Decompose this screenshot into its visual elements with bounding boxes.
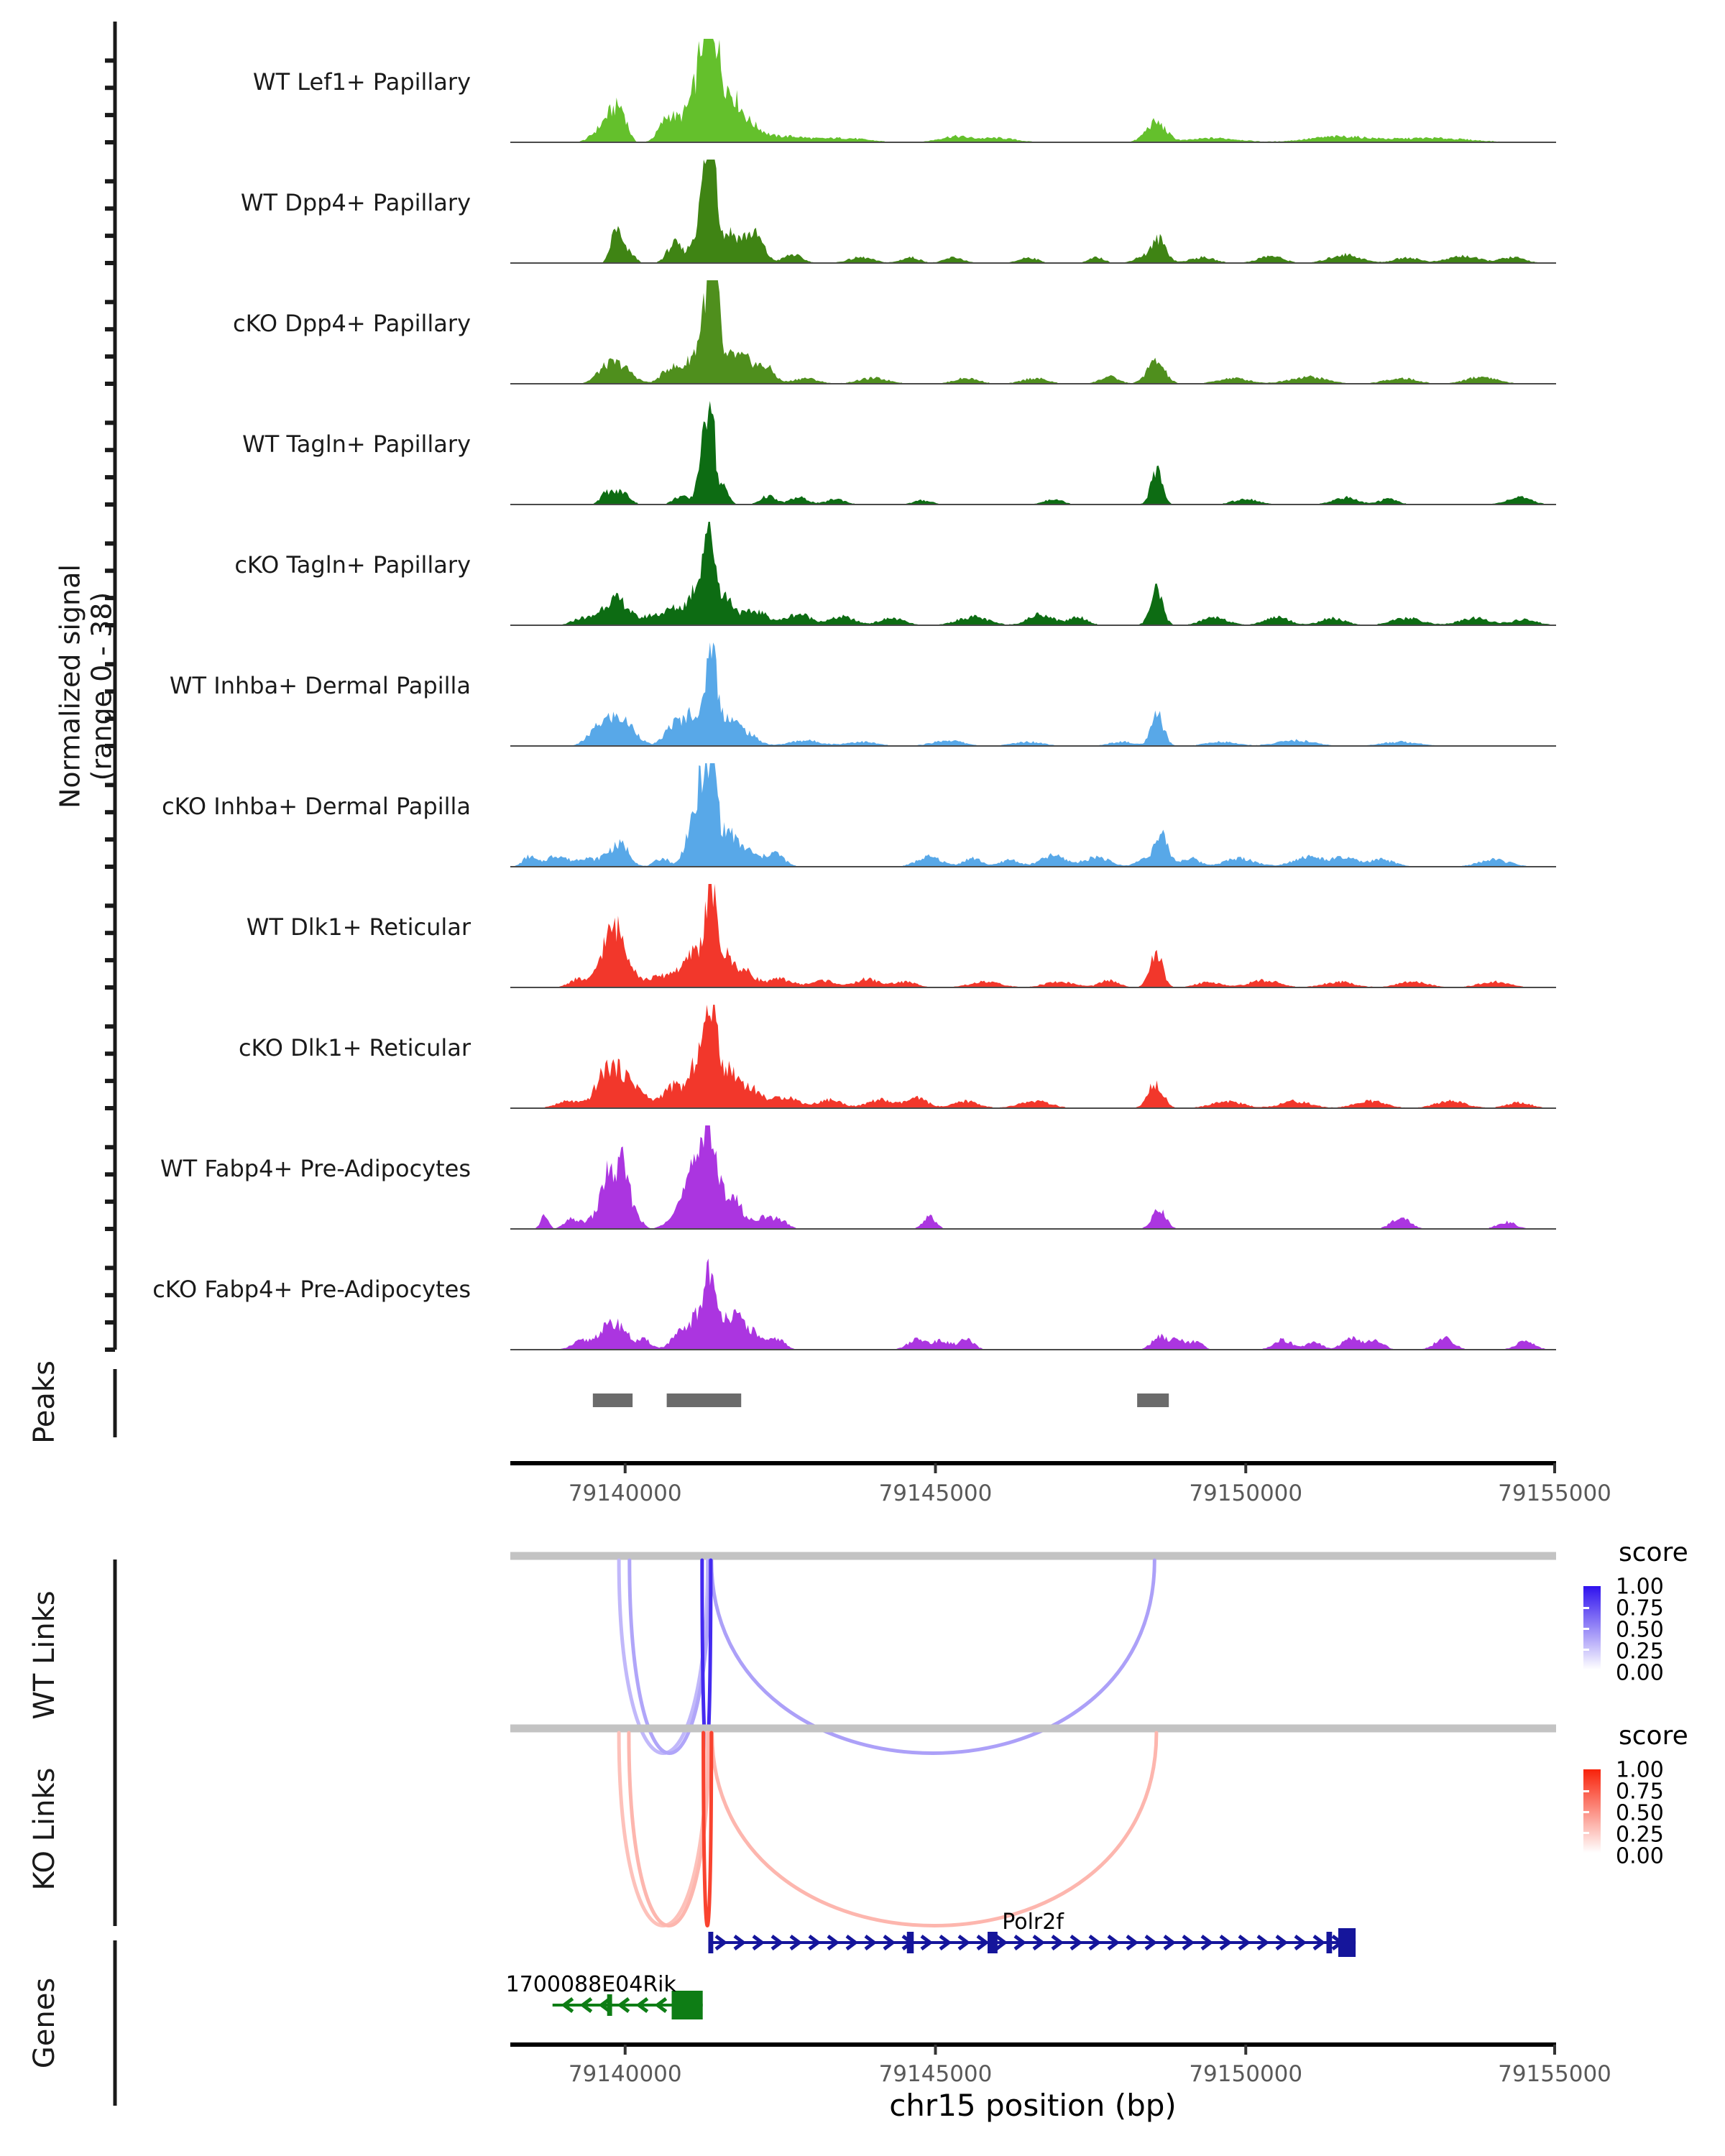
wt-link-arc-0 <box>619 1560 707 1754</box>
gene-name-1700088E04Rik: 1700088E04Rik <box>505 1972 676 1997</box>
signal-area-track-9 <box>510 1125 1556 1229</box>
ko-link-arc-2 <box>712 1733 1156 1926</box>
legend-value-label: 0.50 <box>1616 1800 1664 1826</box>
gene-exon <box>1338 1928 1356 1957</box>
section-label-wt-links: WT Links <box>28 1590 61 1720</box>
axis-tick-label: 79140000 <box>568 2061 682 2087</box>
signal-area-track-8 <box>510 1005 1556 1108</box>
legend-bar-tick <box>1583 1811 1589 1813</box>
track-label-2: cKO Dpp4+ Papillary <box>233 310 471 337</box>
gene-exon <box>672 1991 703 2019</box>
track-label-5: WT Inhba+ Dermal Papilla <box>169 672 471 699</box>
axis-tick-label: 79155000 <box>1498 1480 1611 1506</box>
peak-box-2 <box>1137 1393 1169 1407</box>
track-label-6: cKO Inhba+ Dermal Papilla <box>162 793 471 820</box>
ko-legend-title: score <box>1619 1721 1688 1751</box>
peak-box-0 <box>593 1393 632 1407</box>
legend-bar-tick <box>1583 1649 1589 1651</box>
x-axis-title: chr15 position (bp) <box>889 2088 1177 2123</box>
gene-exon <box>607 1994 612 2016</box>
legend-bar-tick <box>1583 1607 1589 1609</box>
gene-exon <box>708 1932 713 1953</box>
track-label-4: cKO Tagln+ Papillary <box>234 551 471 579</box>
signal-area-track-7 <box>510 884 1556 987</box>
legend-value-label: 0.00 <box>1616 1843 1664 1869</box>
y-axis-label-line2: (range 0 - 38) <box>86 591 117 781</box>
axis-tick-label: 79150000 <box>1189 1480 1303 1506</box>
wt-link-arc-2 <box>712 1560 1155 1754</box>
legend-bar-tick <box>1583 1832 1589 1834</box>
legend-value-label: 0.75 <box>1616 1595 1664 1621</box>
wt-legend-title: score <box>1619 1538 1688 1567</box>
axis-tick-label: 79155000 <box>1498 2061 1611 2087</box>
wt-legend-gradient-bar <box>1583 1586 1601 1669</box>
legend-value-label: 0.50 <box>1616 1617 1664 1643</box>
gene-name-Polr2f: Polr2f <box>1002 1909 1064 1935</box>
legend-bar-tick <box>1583 1790 1589 1792</box>
gene-exon <box>1327 1932 1333 1953</box>
track-label-8: cKO Dlk1+ Reticular <box>238 1034 471 1061</box>
legend-bar-tick <box>1583 1628 1589 1630</box>
legend-value-label: 0.00 <box>1616 1660 1664 1686</box>
track-label-9: WT Fabp4+ Pre-Adipocytes <box>160 1155 471 1182</box>
track-label-1: WT Dpp4+ Papillary <box>240 189 471 216</box>
peak-box-1 <box>667 1393 742 1407</box>
track-label-7: WT Dlk1+ Reticular <box>246 913 471 941</box>
axis-tick-label: 79145000 <box>878 2061 993 2087</box>
signal-area-track-10 <box>510 1258 1556 1350</box>
legend-value-label: 0.75 <box>1616 1779 1664 1805</box>
ko-links-score-legend <box>1574 1721 1725 1869</box>
axis-tick-label: 79145000 <box>878 1480 993 1506</box>
signal-area-track-5 <box>510 642 1556 746</box>
wt-link-arc-1 <box>630 1560 709 1754</box>
section-label-ko-links: KO Links <box>28 1767 61 1891</box>
ko-legend-gradient-bar <box>1583 1769 1601 1853</box>
signal-area-track-1 <box>510 160 1556 263</box>
gene-exon <box>907 1932 914 1953</box>
track-label-3: WT Tagln+ Papillary <box>242 430 471 458</box>
legend-value-label: 1.00 <box>1616 1757 1664 1783</box>
section-label-genes: Genes <box>28 1977 61 2069</box>
track-label-0: WT Lef1+ Papillary <box>252 68 471 96</box>
ko-link-arc-1 <box>629 1733 709 1926</box>
signal-area-track-3 <box>510 401 1556 505</box>
signal-area-track-6 <box>510 763 1556 867</box>
track-label-10: cKO Fabp4+ Pre-Adipocytes <box>152 1276 471 1303</box>
signal-area-track-2 <box>510 280 1556 384</box>
gene-exon <box>988 1932 998 1953</box>
legend-value-label: 0.25 <box>1616 1639 1664 1664</box>
axis-tick-label: 79140000 <box>568 1480 682 1506</box>
legend-value-label: 0.25 <box>1616 1822 1664 1848</box>
signal-area-track-0 <box>510 39 1556 142</box>
legend-value-label: 1.00 <box>1616 1574 1664 1600</box>
y-axis-label-line1: Normalized signal <box>54 564 86 808</box>
section-label-peaks: Peaks <box>28 1360 61 1444</box>
signal-area-track-4 <box>510 522 1556 625</box>
wt-links-score-legend <box>1574 1538 1725 1686</box>
axis-tick-label: 79150000 <box>1189 2061 1303 2087</box>
